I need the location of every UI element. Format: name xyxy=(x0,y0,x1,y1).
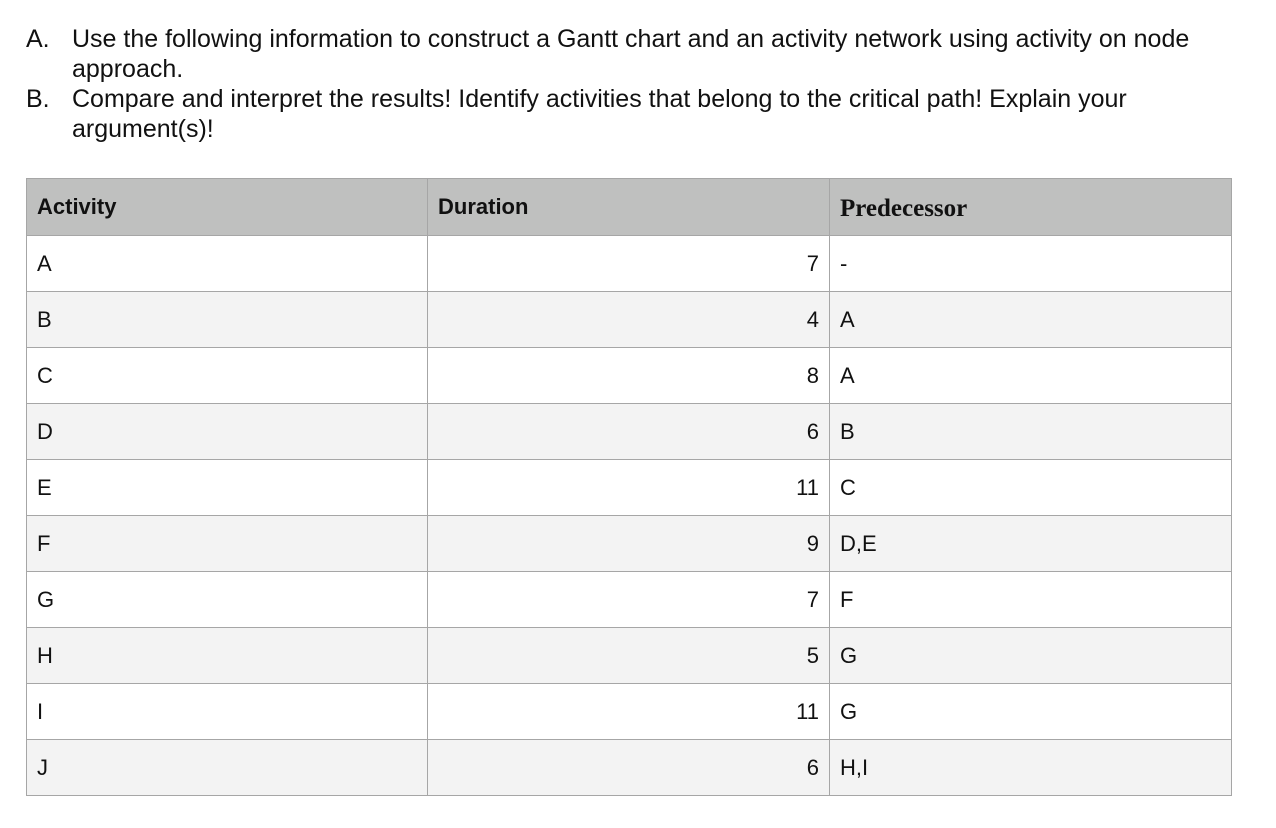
table-row xyxy=(27,460,1232,516)
cell-duration: 9 xyxy=(428,516,830,572)
activity-table xyxy=(26,178,1232,796)
cell-predecessor: A xyxy=(830,292,1232,348)
table-row xyxy=(27,740,1232,796)
instruction-marker: A. xyxy=(26,25,50,53)
cell-predecessor: - xyxy=(830,236,1232,292)
cell-activity: H xyxy=(27,628,428,684)
cell-predecessor: H,I xyxy=(830,740,1232,796)
instruction-a xyxy=(26,24,1246,84)
table-row xyxy=(27,628,1232,684)
cell-predecessor: D,E xyxy=(830,516,1232,572)
table-row xyxy=(27,516,1232,572)
instruction-text: Use the following information to construct a Gantt chart and an activity network using activity on node approach. xyxy=(72,25,1190,83)
table-header-row xyxy=(27,179,1232,236)
cell-predecessor: B xyxy=(830,404,1232,460)
cell-activity: B xyxy=(27,292,428,348)
cell-predecessor: G xyxy=(830,684,1232,740)
cell-activity: E xyxy=(27,460,428,516)
instruction-b xyxy=(26,84,1246,144)
cell-activity: A xyxy=(27,236,428,292)
cell-duration: 8 xyxy=(428,348,830,404)
table-row xyxy=(27,348,1232,404)
instructions-list xyxy=(26,24,1246,144)
cell-duration: 6 xyxy=(428,404,830,460)
table-row xyxy=(27,404,1232,460)
cell-activity: J xyxy=(27,740,428,796)
cell-predecessor: A xyxy=(830,348,1232,404)
cell-duration: 5 xyxy=(428,628,830,684)
instruction-marker: B. xyxy=(26,85,50,113)
table-row xyxy=(27,292,1232,348)
cell-duration: 4 xyxy=(428,292,830,348)
table-body xyxy=(27,236,1232,796)
cell-duration: 7 xyxy=(428,572,830,628)
header-duration: Duration xyxy=(428,179,830,236)
cell-activity: F xyxy=(27,516,428,572)
cell-predecessor: F xyxy=(830,572,1232,628)
cell-activity: G xyxy=(27,572,428,628)
cell-activity: C xyxy=(27,348,428,404)
table-row xyxy=(27,572,1232,628)
table-row xyxy=(27,684,1232,740)
cell-predecessor: C xyxy=(830,460,1232,516)
cell-duration: 7 xyxy=(428,236,830,292)
header-predecessor: Predecessor xyxy=(830,179,1232,236)
cell-duration: 6 xyxy=(428,740,830,796)
table-row xyxy=(27,236,1232,292)
cell-activity: I xyxy=(27,684,428,740)
instruction-text: Compare and interpret the results! Identify activities that belong to the critical path! Explain your argument(s)! xyxy=(72,85,1127,143)
cell-predecessor: G xyxy=(830,628,1232,684)
cell-duration: 11 xyxy=(428,460,830,516)
header-activity: Activity xyxy=(27,179,428,236)
cell-duration: 11 xyxy=(428,684,830,740)
cell-activity: D xyxy=(27,404,428,460)
